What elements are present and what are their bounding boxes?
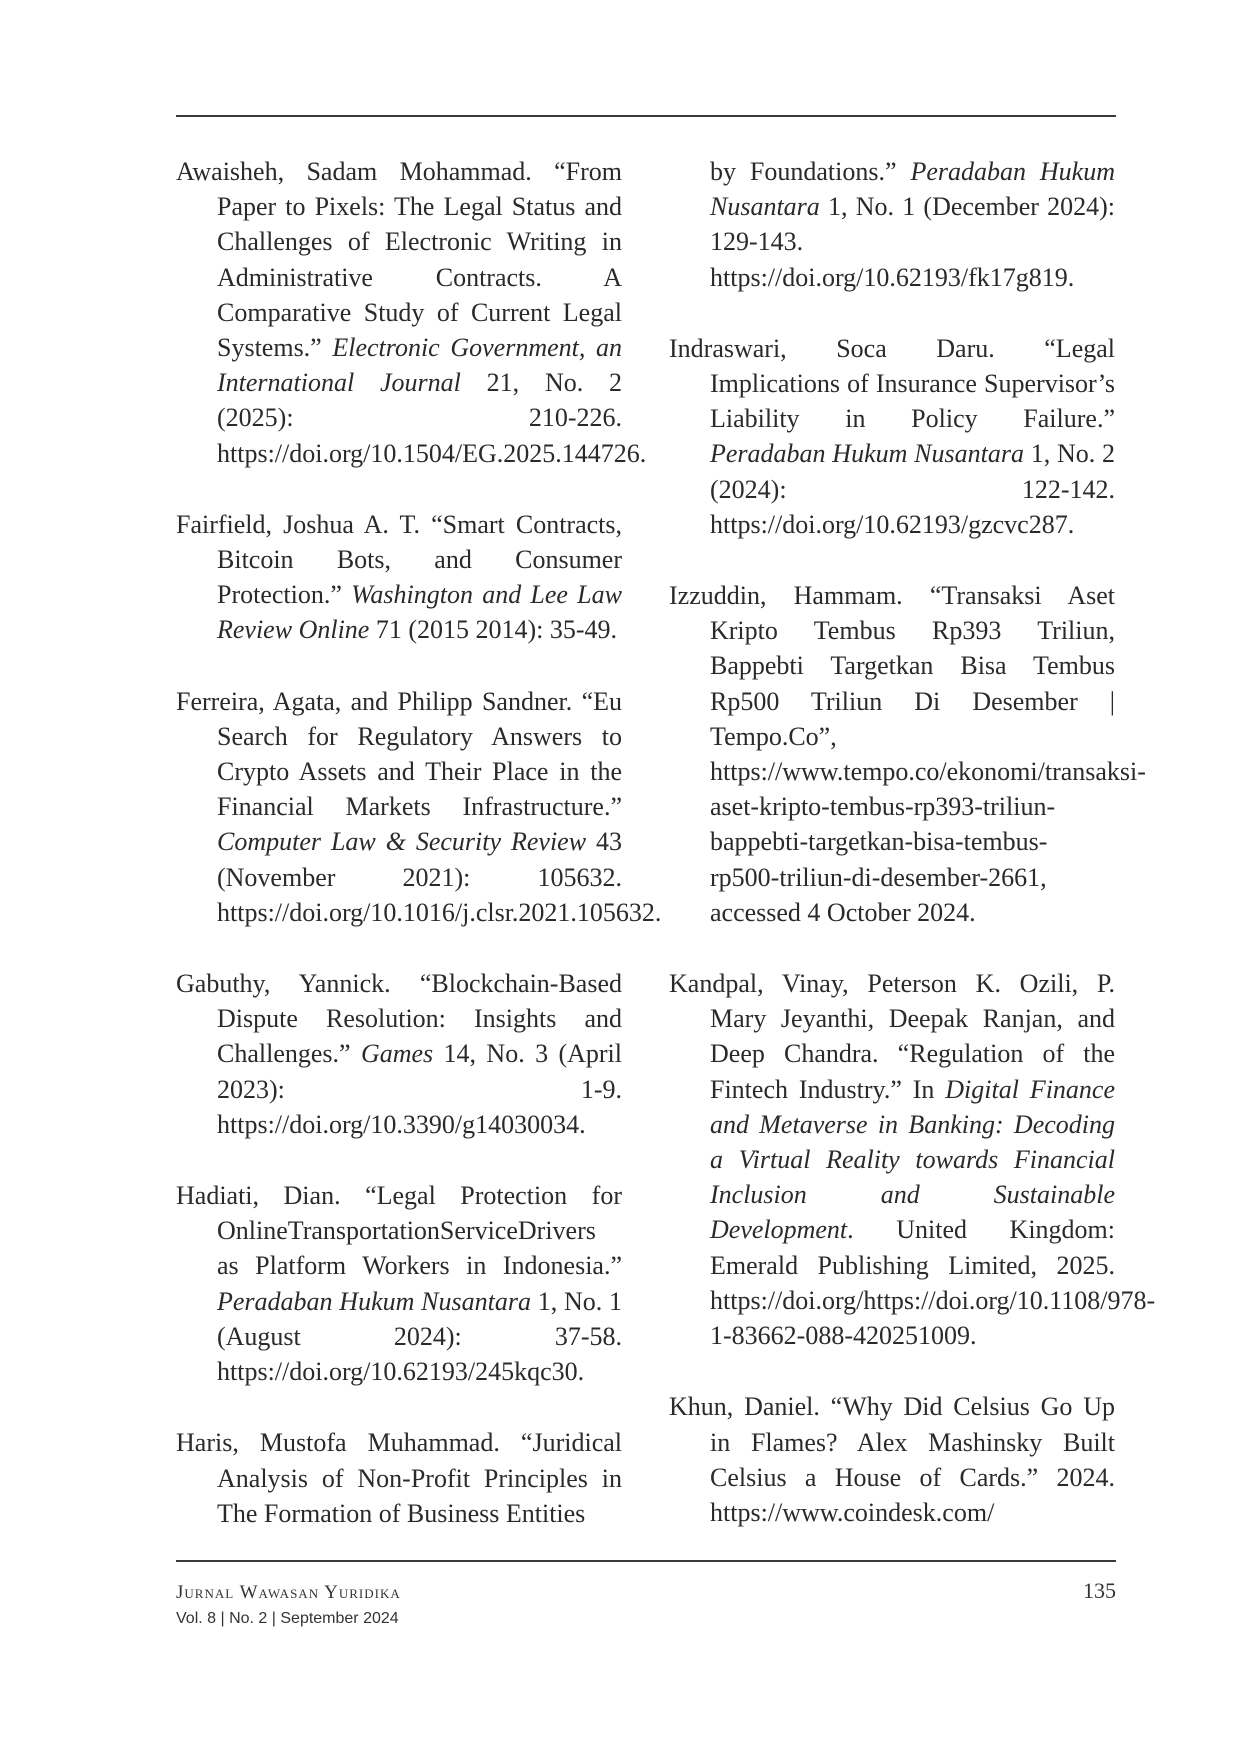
- references-column-left: [176, 154, 662, 1567]
- reference-entry: Kandpal, Vinay, Peterson K. Ozili, P. Mary Jeyanthi, Deepak Ranjan, and Deep Chandra. “Regulation of the Fintech Industry.” In Digital Finance and Metaverse in Banking: Decoding a Virtual Reality towards Financial Inclusion and Sustainable Development. United Kingdom: Emerald Publishing Limited, 2025. https://doi.org/https://doi.org/10.1108/978-1-83662-088-420251009.: [669, 969, 1156, 1351]
- reference-entry: Indraswari, Soca Daru. “Legal Implications of Insurance Supervisor’s Liability in Policy Failure.” Peradaban Hukum Nusantara 1, No. 2 (2024): 122-142. https://doi.org/10.62193/gzcvc287.: [669, 333, 1115, 539]
- page-number: 135: [1083, 1578, 1116, 1603]
- reference-entry: Khun, Daniel. “Why Did Celsius Go Up in Flames? Alex Mashinsky Built Celsius a House of Cards.” 2024. https://www.coindesk.com/: [669, 1392, 1115, 1527]
- footer-rule: [176, 1560, 1116, 1562]
- reference-entry: Izzuddin, Hammam. “Transaksi Aset Kripto Tembus Rp393 Triliun, Bappebti Targetkan Bisa Tembus Rp500 Triliun Di Desember | Tempo.Co”, https://www.tempo.co/ekonomi/transaksi-aset-kripto-tembus-rp393-triliun-bappebti-targetkan-bisa-tembus-rp500-triliun-di-desember-2661, accessed 4 October 2024.: [669, 581, 1146, 927]
- reference-entry: Awaisheh, Sadam Mohammad. “From Paper to Pixels: The Legal Status and Challenges of Electronic Writing in Administrative Contracts. A Comparative Study of Current Legal Systems.” Electronic Government, an International Journal 21, No. 2 (2025): 210-226. https://doi.org/10.1504/EG.2025.144726.: [176, 157, 647, 468]
- reference-entry: Haris, Mustofa Muhammad. “Juridical Analysis of Non-Profit Principles in The Formation of Business Entities: [176, 1428, 622, 1528]
- journal-title: Jurnal Wawasan Yuridika: [176, 1582, 401, 1603]
- references-column-right: [669, 154, 1156, 1566]
- reference-entry: Ferreira, Agata, and Philipp Sandner. “Eu Search for Regulatory Answers to Crypto Assets and Their Place in the Financial Markets Infrastructure.” Computer Law & Security Review 43 (November 2021): 105632. https://doi.org/10.1016/j.clsr.2021.105632.: [176, 686, 662, 927]
- reference-entry: Gabuthy, Yannick. “Blockchain-Based Dispute Resolution: Insights and Challenges.” Games 14, No. 3 (April 2023): 1-9. https://doi.org/10.3390/g14030034.: [176, 969, 622, 1139]
- reference-entry: Hadiati, Dian. “Legal Protection for OnlineTransportationServiceDrivers as Platform Workers in Indonesia.” Peradaban Hukum Nusantara 1, No. 1 (August 2024): 37-58. https://doi.org/10.62193/245kqc30.: [176, 1181, 622, 1387]
- reference-entry-continued: by Foundations.” Peradaban Hukum Nusantara 1, No. 1 (December 2024): 129-143. https://doi.org/10.62193/fk17g819.: [710, 157, 1116, 292]
- header-rule: [176, 115, 1116, 117]
- reference-entry: Fairfield, Joshua A. T. “Smart Contracts, Bitcoin Bots, and Consumer Protection.” Washington and Lee Law Review Online 71 (2015 2014): 35-49.: [176, 509, 622, 645]
- volume-info: Vol. 8 | No. 2 | September 2024: [176, 1610, 399, 1627]
